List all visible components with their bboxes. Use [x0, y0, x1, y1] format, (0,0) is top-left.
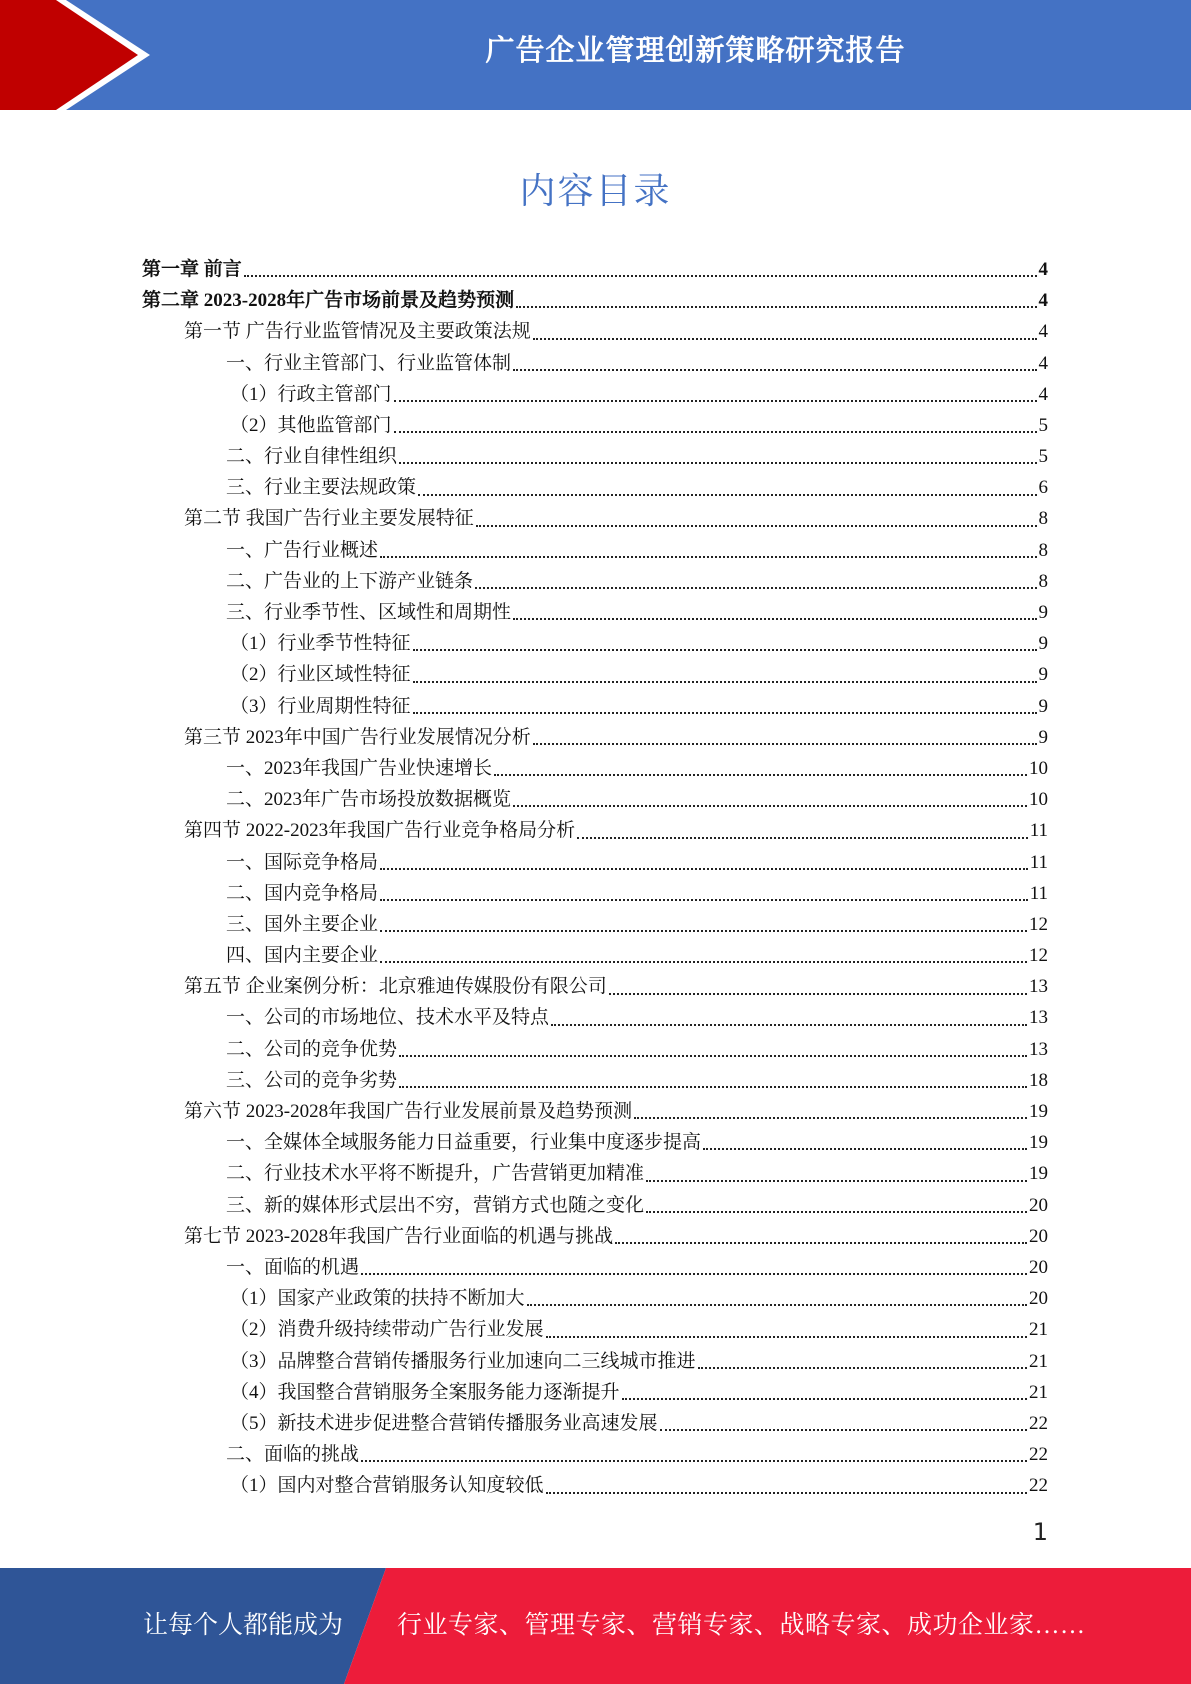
toc-leader-dots [513, 597, 1036, 628]
footer-slogan-right: 行业专家、管理专家、营销专家、战略专家、成功企业家…… [397, 1612, 1086, 1639]
toc-entry-title: 二、行业自律性组织 [226, 446, 398, 468]
toc-entry-title: （1）行业季节性特征 [230, 633, 411, 655]
toc-entry-page: 9 [1038, 602, 1048, 624]
toc-entry[interactable] [142, 628, 1048, 659]
toc-entry-title: 一、广告行业概述 [226, 539, 379, 561]
toc-leader-dots [413, 659, 1037, 690]
toc-entry-title: （1）国内对整合营销服务认知度较低 [230, 1475, 544, 1497]
toc-leader-dots [399, 1065, 1027, 1096]
toc-entry[interactable] [142, 1190, 1048, 1221]
toc-leader-dots [244, 254, 1037, 285]
toc-leader-dots [494, 753, 1027, 784]
toc-leader-dots [551, 1003, 1027, 1034]
toc-entry[interactable] [142, 535, 1048, 566]
toc-entry-page: 5 [1038, 414, 1048, 436]
toc-entry-page: 20 [1029, 1225, 1048, 1247]
toc-entry-page: 10 [1029, 789, 1048, 811]
toc-entry-title: 二、公司的竞争优势 [226, 1038, 398, 1060]
toc-entry-page: 19 [1029, 1101, 1048, 1123]
toc-entry-page: 4 [1038, 321, 1048, 343]
toc-entry[interactable] [142, 1314, 1048, 1345]
toc-entry[interactable] [142, 847, 1048, 878]
toc-entry-title: （5）新技术进步促进整合营销传播服务业高速发展 [230, 1412, 658, 1434]
toc-leader-dots [399, 441, 1036, 472]
toc-entry-page: 9 [1038, 695, 1048, 717]
toc-entry[interactable] [142, 1377, 1048, 1408]
toc-entry-title: （2）行业区域性特征 [230, 664, 411, 686]
toc-entry-page: 4 [1038, 290, 1048, 312]
toc-entry-title: 第二章 2023-2028年广告市场前景及趋势预测 [142, 290, 515, 312]
toc-leader-dots [418, 472, 1036, 503]
toc-entry-page: 21 [1029, 1319, 1048, 1341]
toc-leader-dots [698, 1346, 1027, 1377]
toc-leader-dots [634, 1096, 1027, 1127]
toc-entry[interactable] [142, 566, 1048, 597]
toc-entry-title: （1）行政主管部门 [230, 383, 392, 405]
toc-entry[interactable] [142, 722, 1048, 753]
toc-entry-title: 二、行业技术水平将不断提升，广告营销更加精准 [226, 1163, 645, 1185]
toc-entry[interactable] [142, 254, 1048, 285]
toc-entry-page: 10 [1029, 757, 1048, 779]
toc-entry-title: 二、2023年广告市场投放数据概览 [226, 789, 512, 811]
toc-entry[interactable] [142, 472, 1048, 503]
toc-entry[interactable] [142, 441, 1048, 472]
toc-leader-dots [361, 1439, 1027, 1470]
toc-leader-dots [394, 379, 1037, 410]
toc-entry-title: 四、国内主要企业 [226, 945, 379, 967]
toc-entry[interactable] [142, 1158, 1048, 1189]
toc-leader-dots [546, 1314, 1027, 1345]
toc-entry[interactable] [142, 410, 1048, 441]
toc-entry[interactable] [142, 1408, 1048, 1439]
toc-leader-dots [475, 566, 1036, 597]
table-of-contents [142, 254, 1048, 1502]
toc-leader-dots [476, 504, 1037, 535]
page-footer [0, 1568, 1191, 1684]
toc-entry[interactable] [142, 597, 1048, 628]
toc-entry-title: （4）我国整合营销服务全案服务能力逐渐提升 [230, 1381, 620, 1403]
toc-leader-dots [546, 1470, 1027, 1501]
toc-entry-title: 第七节 2023-2028年我国广告行业面临的机遇与挑战 [184, 1225, 614, 1247]
toc-leader-dots [577, 815, 1028, 846]
toc-entry[interactable] [142, 1221, 1048, 1252]
toc-entry-title: 三、国外主要企业 [226, 913, 379, 935]
toc-leader-dots [615, 1221, 1027, 1252]
toc-entry[interactable] [142, 1034, 1048, 1065]
toc-leader-dots [622, 1377, 1027, 1408]
toc-leader-dots [399, 1034, 1027, 1065]
toc-entry-page: 18 [1029, 1069, 1048, 1091]
toc-entry-title: 三、公司的竞争劣势 [226, 1069, 398, 1091]
toc-entry-page: 20 [1029, 1256, 1048, 1278]
toc-entry[interactable] [142, 285, 1048, 316]
toc-entry-page: 6 [1038, 477, 1048, 499]
toc-entry-title: 三、行业季节性、区域性和周期性 [226, 602, 512, 624]
toc-leader-dots [380, 878, 1028, 909]
toc-entry-page: 22 [1029, 1444, 1048, 1466]
toc-entry[interactable] [142, 878, 1048, 909]
toc-entry-title: 第五节 企业案例分析：北京雅迪传媒股份有限公司 [184, 976, 607, 998]
toc-entry-title: 二、国内竞争格局 [226, 882, 379, 904]
toc-entry[interactable] [142, 379, 1048, 410]
toc-entry-page: 9 [1038, 726, 1048, 748]
toc-leader-dots [380, 940, 1027, 971]
toc-entry-title: 第六节 2023-2028年我国广告行业发展前景及趋势预测 [184, 1101, 633, 1123]
toc-entry-page: 4 [1038, 352, 1048, 374]
toc-entry[interactable] [142, 1346, 1048, 1377]
toc-entry-title: 二、广告业的上下游产业链条 [226, 570, 474, 592]
toc-entry-page: 11 [1029, 820, 1048, 842]
toc-entry-page: 13 [1029, 1007, 1048, 1029]
toc-entry[interactable] [142, 1283, 1048, 1314]
toc-entry-page: 21 [1029, 1381, 1048, 1403]
toc-entry-page: 9 [1038, 633, 1048, 655]
toc-entry[interactable] [142, 909, 1048, 940]
toc-entry-title: 一、面临的机遇 [226, 1256, 360, 1278]
toc-leader-dots [703, 1127, 1027, 1158]
toc-leader-dots [413, 691, 1037, 722]
toc-entry-title: 第四节 2022-2023年我国广告行业竞争格局分析 [184, 820, 576, 842]
toc-entry-title: 一、国际竞争格局 [226, 851, 379, 873]
toc-entry[interactable] [142, 940, 1048, 971]
toc-leader-dots [527, 1283, 1027, 1314]
toc-entry-page: 20 [1029, 1194, 1048, 1216]
toc-entry[interactable] [142, 784, 1048, 815]
toc-entry-title: 第二节 我国广告行业主要发展特征 [184, 508, 474, 530]
toc-entry-page: 19 [1029, 1163, 1048, 1185]
toc-entry-page: 4 [1038, 383, 1048, 405]
page-number: 1 [1032, 1518, 1048, 1546]
page-header [0, 0, 1191, 110]
toc-entry-page: 13 [1029, 1038, 1048, 1060]
toc-entry[interactable] [142, 971, 1048, 1002]
toc-entry-title: 第三节 2023年中国广告行业发展情况分析 [184, 726, 531, 748]
toc-entry-title: 一、全媒体全域服务能力日益重要，行业集中度逐步提高 [226, 1132, 702, 1154]
toc-entry-title: 一、2023年我国广告业快速增长 [226, 757, 493, 779]
toc-leader-dots [413, 628, 1037, 659]
toc-entry-page: 9 [1038, 664, 1048, 686]
toc-entry-page: 11 [1029, 882, 1048, 904]
toc-entry[interactable] [142, 504, 1048, 535]
toc-entry-page: 22 [1029, 1412, 1048, 1434]
toc-entry-page: 8 [1038, 508, 1048, 530]
toc-leader-dots [646, 1190, 1027, 1221]
toc-entry[interactable] [142, 753, 1048, 784]
toc-entry-page: 22 [1029, 1475, 1048, 1497]
toc-entry[interactable] [142, 1252, 1048, 1283]
toc-leader-dots [609, 971, 1027, 1002]
toc-entry[interactable] [142, 1003, 1048, 1034]
toc-entry-page: 20 [1029, 1288, 1048, 1310]
toc-entry-title: 第一节 广告行业监管情况及主要政策法规 [184, 321, 531, 343]
toc-entry-page: 5 [1038, 446, 1048, 468]
toc-entry-title: 一、行业主管部门、行业监管体制 [226, 352, 512, 374]
header-title: 广告企业管理创新策略研究报告 [485, 33, 906, 67]
toc-entry[interactable] [142, 1065, 1048, 1096]
toc-entry[interactable] [142, 1470, 1048, 1501]
toc-entry-title: （1）国家产业政策的扶持不断加大 [230, 1288, 525, 1310]
toc-entry[interactable] [142, 1096, 1048, 1127]
toc-leader-dots [380, 847, 1028, 878]
toc-entry-page: 8 [1038, 570, 1048, 592]
toc-entry-title: 三、行业主要法规政策 [226, 477, 417, 499]
toc-leader-dots [380, 909, 1027, 940]
toc-entry-title: （3）品牌整合营销传播服务行业加速向二三线城市推进 [230, 1350, 696, 1372]
toc-entry[interactable] [142, 1127, 1048, 1158]
toc-entry-title: 一、公司的市场地位、技术水平及特点 [226, 1007, 550, 1029]
toc-heading: 内容目录 [519, 171, 672, 212]
toc-leader-dots [513, 348, 1036, 379]
toc-leader-dots [660, 1408, 1027, 1439]
toc-entry[interactable] [142, 659, 1048, 690]
toc-entry[interactable] [142, 691, 1048, 722]
toc-entry-page: 13 [1029, 976, 1048, 998]
toc-entry-title: （2）消费升级持续带动广告行业发展 [230, 1319, 544, 1341]
toc-entry[interactable] [142, 1439, 1048, 1470]
toc-leader-dots [646, 1158, 1027, 1189]
toc-leader-dots [533, 722, 1037, 753]
toc-leader-dots [533, 316, 1037, 347]
toc-entry[interactable] [142, 815, 1048, 846]
toc-entry[interactable] [142, 348, 1048, 379]
toc-entry-page: 12 [1029, 945, 1048, 967]
toc-entry-page: 21 [1029, 1350, 1048, 1372]
toc-entry-page: 4 [1038, 258, 1048, 280]
footer-slogan-left: 让每个人都能成为 [143, 1612, 344, 1639]
toc-entry-title: 三、新的媒体形式层出不穷，营销方式也随之变化 [226, 1194, 645, 1216]
toc-entry-title: （2）其他监管部门 [230, 414, 392, 436]
toc-leader-dots [513, 784, 1027, 815]
toc-entry-page: 8 [1038, 539, 1048, 561]
toc-entry-title: 第一章 前言 [142, 258, 242, 280]
toc-entry-page: 12 [1029, 913, 1048, 935]
toc-entry-title: （3）行业周期性特征 [230, 695, 411, 717]
toc-leader-dots [394, 410, 1037, 441]
toc-entry-page: 11 [1029, 851, 1048, 873]
toc-leader-dots [361, 1252, 1027, 1283]
toc-entry-page: 19 [1029, 1132, 1048, 1154]
toc-leader-dots [380, 535, 1036, 566]
toc-entry[interactable] [142, 316, 1048, 347]
toc-leader-dots [516, 285, 1036, 316]
toc-entry-title: 二、面临的挑战 [226, 1444, 360, 1466]
